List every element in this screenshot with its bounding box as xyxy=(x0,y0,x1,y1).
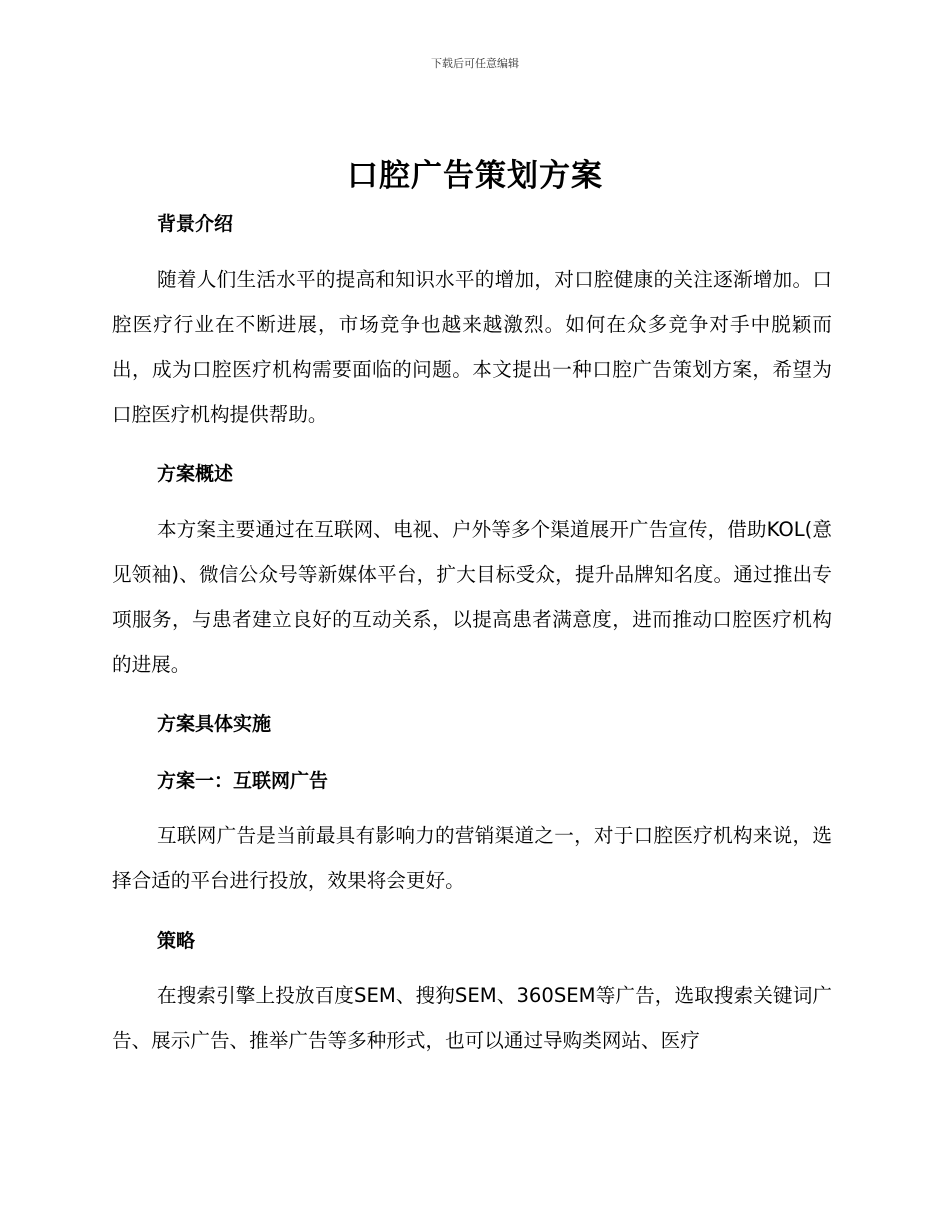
header-note: 下载后可任意编辑 xyxy=(431,57,519,70)
document-title: 口腔广告策划方案 xyxy=(347,158,603,194)
section-heading-strategy: 策略 xyxy=(157,930,196,952)
section-heading-plan-one: 方案一：互联网广告 xyxy=(157,770,329,792)
paragraph-strategy: 在搜索引擎上投放百度SEM、搜狗SEM、360SEM等广告，选取搜索关键词广告、展示广告、推举广告等多种形式，也可以通过导购类网站、医疗 xyxy=(112,984,832,1052)
paragraph-overview: 本方案主要通过在互联网、电视、户外等多个渠道展开广告宣传，借助KOL(意见领袖)、微信公众号等新媒体平台，扩大目标受众，提升品牌知名度。通过推出专项服务，与患者建立良好的互动关系，以提高患者满意度，进而推动口腔医疗机构的进展。 xyxy=(112,518,832,676)
paragraph-plan-one: 互联网广告是当前最具有影响力的营销渠道之一，对于口腔医疗机构来说，选择合适的平台进行投放，效果将会更好。 xyxy=(112,824,832,892)
paragraph-background: 随着人们生活水平的提高和知识水平的增加，对口腔健康的关注逐渐增加。口腔医疗行业在不断进展，市场竞争也越来越激烈。如何在众多竞争对手中脱颖而出，成为口腔医疗机构需要面临的问题。本文提出一种口腔广告策划方案，希望为口腔医疗机构提供帮助。 xyxy=(112,268,832,426)
section-heading-overview: 方案概述 xyxy=(157,463,234,485)
section-heading-implementation: 方案具体实施 xyxy=(157,713,272,735)
section-heading-background: 背景介绍 xyxy=(157,213,234,235)
